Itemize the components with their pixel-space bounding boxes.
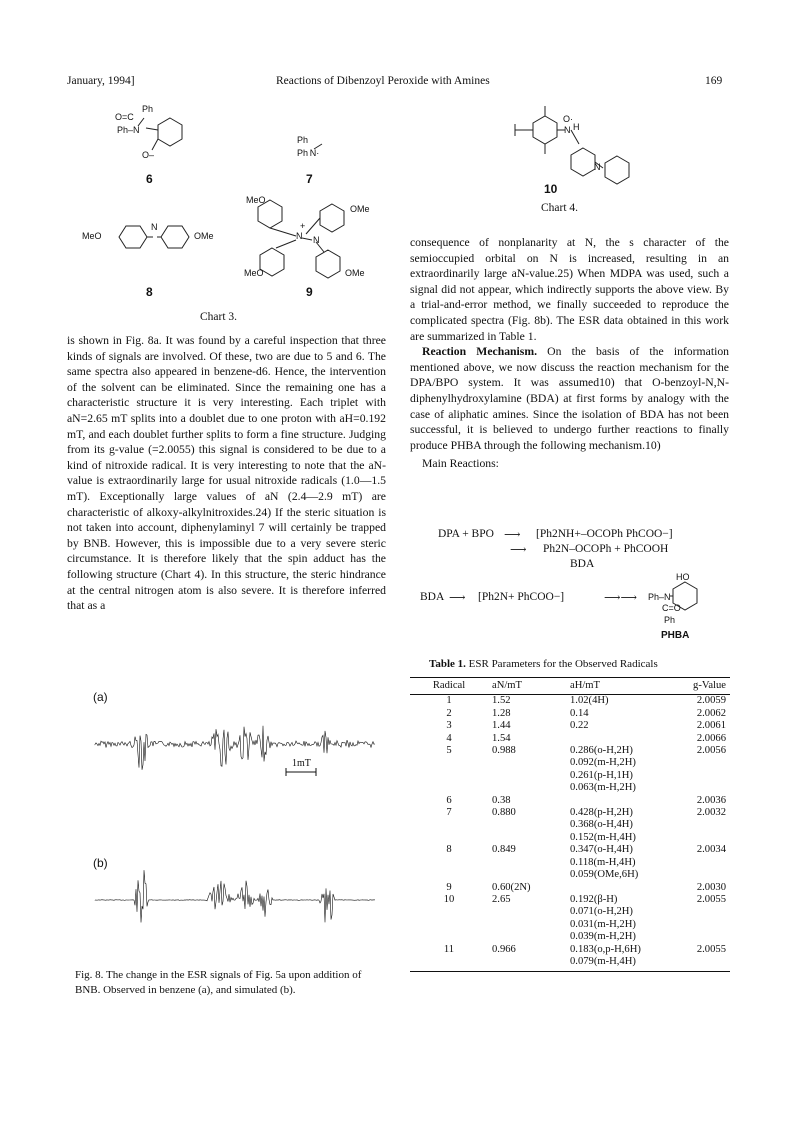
reaction-1-left: DPA + BPO xyxy=(438,528,494,540)
table-cell xyxy=(488,819,566,831)
table-cell xyxy=(410,782,488,794)
table-row xyxy=(410,795,730,807)
table-cell: 2.0062 xyxy=(696,707,726,719)
table-cell: 0.079(m-H,4H) xyxy=(566,956,674,972)
table-cell: 11 xyxy=(443,943,455,955)
table-cell: 6 xyxy=(446,794,452,806)
table-cell xyxy=(674,770,730,782)
table-row xyxy=(410,931,730,943)
table-cell: 0.059(OMe,6H) xyxy=(570,869,639,881)
table-cell: 0.347(o-H,4H) xyxy=(570,844,633,856)
table-cell: 0.192(β-H) xyxy=(570,893,618,905)
table-cell xyxy=(488,956,566,972)
table-cell: 0.14 xyxy=(570,707,589,719)
table-row xyxy=(410,906,730,918)
n-label: N xyxy=(313,235,320,245)
table-cell: 0.428(p-H,2H) xyxy=(570,807,633,819)
chart-4-drawing xyxy=(505,100,645,190)
table-cell xyxy=(566,733,674,745)
table-cell xyxy=(488,906,566,918)
table-cell xyxy=(410,906,488,918)
table-row xyxy=(410,956,730,972)
table-cell xyxy=(410,931,488,943)
esr-spectra xyxy=(85,688,385,958)
reaction-arrow: ⟶ xyxy=(449,592,466,604)
phenyl-label: Ph xyxy=(142,104,154,114)
esr-table xyxy=(410,678,730,972)
table-cell: 10 xyxy=(443,893,455,905)
table-cell xyxy=(566,882,674,894)
table-cell: 7 xyxy=(446,807,452,819)
table-cell: 2.0066 xyxy=(696,732,726,744)
table-cell: 0.152(m-H,4H) xyxy=(570,831,636,843)
table-cell: 1 xyxy=(446,695,452,707)
table-cell: 0.063(m-H,2H) xyxy=(570,782,636,794)
table-cell: 2.0036 xyxy=(696,794,726,806)
scale-bar-label: 1mT xyxy=(292,758,311,769)
right-column-text xyxy=(410,235,729,472)
n-radical-label: N xyxy=(151,222,158,232)
table-title: ESR Parameters for the Observed Radicals xyxy=(468,658,658,670)
ph-n-label: Ph–N xyxy=(117,125,140,135)
table-cell: 2.0034 xyxy=(696,844,726,856)
header-page-number: 169 xyxy=(705,75,723,87)
column-header: g-Value xyxy=(674,678,730,695)
table-cell xyxy=(488,931,566,943)
table-cell xyxy=(674,931,730,943)
table-cell: 2.0030 xyxy=(696,881,726,893)
methoxy-label: MeO xyxy=(246,195,266,205)
figure-8-caption: Fig. 8. The change in the ESR signals of Fig. 5a upon addition of BNB. Observed in benzene (a), and simulated (b). xyxy=(75,969,362,996)
panel-label-b: (b) xyxy=(93,856,108,870)
hydroxy-label: HO xyxy=(676,572,690,582)
table-cell xyxy=(488,919,566,931)
panel-label-a: (a) xyxy=(93,690,108,704)
reaction-arrow: ⟶⟶ xyxy=(604,592,637,604)
carbonyl-label: C=O xyxy=(662,603,681,613)
table-cell: 0.988 xyxy=(492,745,516,757)
table-row xyxy=(410,782,730,794)
table-cell xyxy=(410,857,488,869)
table-row xyxy=(410,832,730,844)
methoxy-label: OMe xyxy=(350,204,370,214)
table-cell: 1.44 xyxy=(492,720,511,732)
table-1-title xyxy=(429,658,658,670)
ph-n-label: Ph–N xyxy=(648,592,671,602)
compound-label-7: 7 xyxy=(306,172,313,186)
paragraph: consequence of nonplanarity at N, the s character of the semioccupied orbital on N is increased, resulting in an extraordinarily large aN-value.25) When MDPA was used, such a signal did not appear, which indirectly supports the above view. By a trial-and-error method, we finally succeeded to reproduce the complicated spectra (Fig. 8b). The ESR data obtained in this work are summarized in Table 1. xyxy=(410,236,729,343)
table-cell: 4 xyxy=(446,732,452,744)
table-cell xyxy=(410,956,488,972)
table-row xyxy=(410,733,730,745)
table-cell: 2.0056 xyxy=(696,745,726,757)
column-header: aN/mT xyxy=(488,678,566,695)
reaction-2-intermediate: [Ph2N+ PhCOO−] xyxy=(478,591,565,603)
methoxy-label: OMe xyxy=(345,268,365,278)
table-number: Table 1. xyxy=(429,658,466,670)
table-cell: 1.02(4H) xyxy=(570,695,609,707)
table-cell xyxy=(674,819,730,831)
table-cell xyxy=(488,857,566,869)
paragraph xyxy=(410,344,729,453)
table-row xyxy=(410,882,730,894)
chart-4 xyxy=(505,100,645,200)
plus-label: + xyxy=(300,221,306,231)
left-column-text xyxy=(67,333,386,614)
column-header: aH/mT xyxy=(566,678,674,695)
table-row xyxy=(410,919,730,931)
table-row xyxy=(410,844,730,856)
table-cell: 0.261(p-H,1H) xyxy=(570,769,633,781)
table-cell xyxy=(674,832,730,844)
table-cell: 0.60(2N) xyxy=(492,881,531,893)
compound-label-6: 6 xyxy=(146,172,153,186)
table-cell: 5 xyxy=(446,745,452,757)
table-cell: 1.52 xyxy=(492,695,511,707)
table-cell: 0.092(m-H,2H) xyxy=(570,757,636,769)
table-row xyxy=(410,720,730,732)
table-cell: 0.039(m-H,2H) xyxy=(570,931,636,943)
table-row xyxy=(410,745,730,757)
table-cell: 2.0055 xyxy=(696,943,726,955)
table-cell xyxy=(674,869,730,881)
table-cell xyxy=(488,770,566,782)
reaction-arrow: ⟶ xyxy=(510,544,527,556)
table-cell: 0.286(o-H,2H) xyxy=(570,745,633,757)
chart-3-drawing xyxy=(60,100,400,310)
table-cell xyxy=(410,919,488,931)
table-cell: 9 xyxy=(446,881,452,893)
table-cell: 0.368(o-H,4H) xyxy=(570,819,633,831)
hydrogen-label: H xyxy=(573,122,580,132)
table-row xyxy=(410,695,730,708)
table-cell: 0.22 xyxy=(570,720,589,732)
paragraph-body: On the basis of the information mentioned above, we now discuss the reaction mechanism for the DPA/BPO system. It was assumed10) that O-benzoyl-N,N-diphenylhydroxylamine (BDA) at first forms by analogy with the case of aliphatic amines. Since the isolation of BDA has not been successful, it is believed to undergo further reactions to finally produce PHBA through the following mechanism.10) xyxy=(410,345,730,452)
table-cell xyxy=(410,832,488,844)
table-row xyxy=(410,757,730,769)
figure-8 xyxy=(85,688,385,958)
main-reactions-label: Main Reactions: xyxy=(422,457,499,471)
paragraph: is shown in Fig. 8a. It was found by a careful inspection that three kinds of signals are involved. Of these, two are due to 5 and 6. The same spectra also appeared in benzene-d6. Hence, the intervention of the solvent can be eliminated. Since the remaining one has a characteristic structure it is very interesting. Each triplet with aN=2.65 mT splits into a doublet due to one proton with aH=0.192 mT, and each doublet further splits to form a fine structure. Judging from its g-value (=2.0055) this signal is considered to be due to a kind of nitroxide radical. It is very interesting to note that the aN-value is extraordinarily large for usual nitroxide radicals (1.0—1.5 mT). Exceptionally large values of aN (2.4—2.9 mT) are characteristic of alkoxy-alkylnitroxides.24) If the steric situation is not taken into account, diphenylaminyl 7 will certainly be trapped by BNB. However, this is impossible due to a very severe steric circumstance. It is therefore likely that the spin adduct has the following structure (Chart 4). In this structure, the steric hindrance at the central nitrogen atom is also severe. It is therefore inferred that as a xyxy=(67,334,386,613)
phba-label: PHBA xyxy=(661,630,690,641)
ph2n-label: Ph N· xyxy=(297,148,320,158)
reaction-2-left: BDA xyxy=(420,591,445,603)
table-cell: 0.031(m-H,2H) xyxy=(570,918,636,930)
chart-3 xyxy=(60,100,400,320)
table-row xyxy=(410,770,730,782)
table-cell: 2 xyxy=(446,707,452,719)
nitrogen-label: N xyxy=(564,125,571,135)
table-cell xyxy=(488,782,566,794)
table-cell xyxy=(488,832,566,844)
header-title: Reactions of Dibenzoyl Peroxide with Amines xyxy=(276,75,490,87)
table-cell: 0.118(m-H,4H) xyxy=(570,856,636,868)
methoxy-label: MeO xyxy=(82,231,102,241)
table-row xyxy=(410,857,730,869)
table-cell xyxy=(674,956,730,972)
table-cell: 0.38 xyxy=(492,794,511,806)
chart-3-caption: Chart 3. xyxy=(200,311,238,323)
table-cell: 3 xyxy=(446,720,452,732)
table-cell: 1.54 xyxy=(492,732,511,744)
compound-label-8: 8 xyxy=(146,285,153,299)
table-cell: 2.0055 xyxy=(696,893,726,905)
table-cell: 1.28 xyxy=(492,707,511,719)
table-cell xyxy=(488,869,566,881)
table-cell xyxy=(488,757,566,769)
nitrogen-label: N xyxy=(594,162,601,172)
section-heading: Reaction Mechanism. xyxy=(422,345,537,359)
table-row xyxy=(410,819,730,831)
table-cell: 2.0032 xyxy=(696,807,726,819)
table-cell xyxy=(674,857,730,869)
reaction-1-right: [Ph2NH+–OCOPh PhCOO−] xyxy=(536,528,673,540)
table-cell xyxy=(410,819,488,831)
compound-label-10: 10 xyxy=(544,182,558,196)
table-cell xyxy=(674,782,730,794)
compound-label-9: 9 xyxy=(306,285,313,299)
methoxy-label: MeO xyxy=(244,268,264,278)
reaction-1b: Ph2N–OCOPh + PhCOOH xyxy=(543,543,669,555)
table-cell: 0.071(o-H,2H) xyxy=(570,906,633,918)
table-cell xyxy=(410,770,488,782)
table-cell: 2.65 xyxy=(492,893,511,905)
o-minus-label: O– xyxy=(142,150,155,160)
header-date: January, 1994] xyxy=(67,75,135,87)
carbonyl-label: O=C xyxy=(115,112,134,122)
table-row xyxy=(410,944,730,956)
nitroxide-o-label: O· xyxy=(563,114,573,124)
methoxy-label: OMe xyxy=(194,231,214,241)
table-row xyxy=(410,807,730,819)
phenyl-label: Ph xyxy=(297,135,309,145)
table-cell xyxy=(674,906,730,918)
table-cell: 2.0059 xyxy=(696,695,726,707)
table-cell: 8 xyxy=(446,844,452,856)
table-cell: 0.183(o,p-H,6H) xyxy=(570,943,641,955)
reaction-arrow: ⟶ xyxy=(504,529,521,541)
table-row xyxy=(410,894,730,906)
table-cell: 0.880 xyxy=(492,807,516,819)
table-cell: 0.966 xyxy=(492,943,516,955)
table-cell xyxy=(674,919,730,931)
column-header: Radical xyxy=(410,678,488,695)
table-cell: 2.0061 xyxy=(696,720,726,732)
table-row xyxy=(410,869,730,881)
n-plus-label: N xyxy=(296,231,303,241)
table-cell xyxy=(410,757,488,769)
phenyl-label: Ph xyxy=(664,615,676,625)
table-1 xyxy=(410,677,730,972)
table-cell xyxy=(674,757,730,769)
table-row xyxy=(410,708,730,720)
table-cell xyxy=(410,869,488,881)
table-cell xyxy=(566,795,674,807)
bda-label: BDA xyxy=(570,558,595,570)
table-cell: 0.849 xyxy=(492,844,516,856)
chart-4-caption: Chart 4. xyxy=(541,202,579,214)
table-header-row xyxy=(410,678,730,695)
